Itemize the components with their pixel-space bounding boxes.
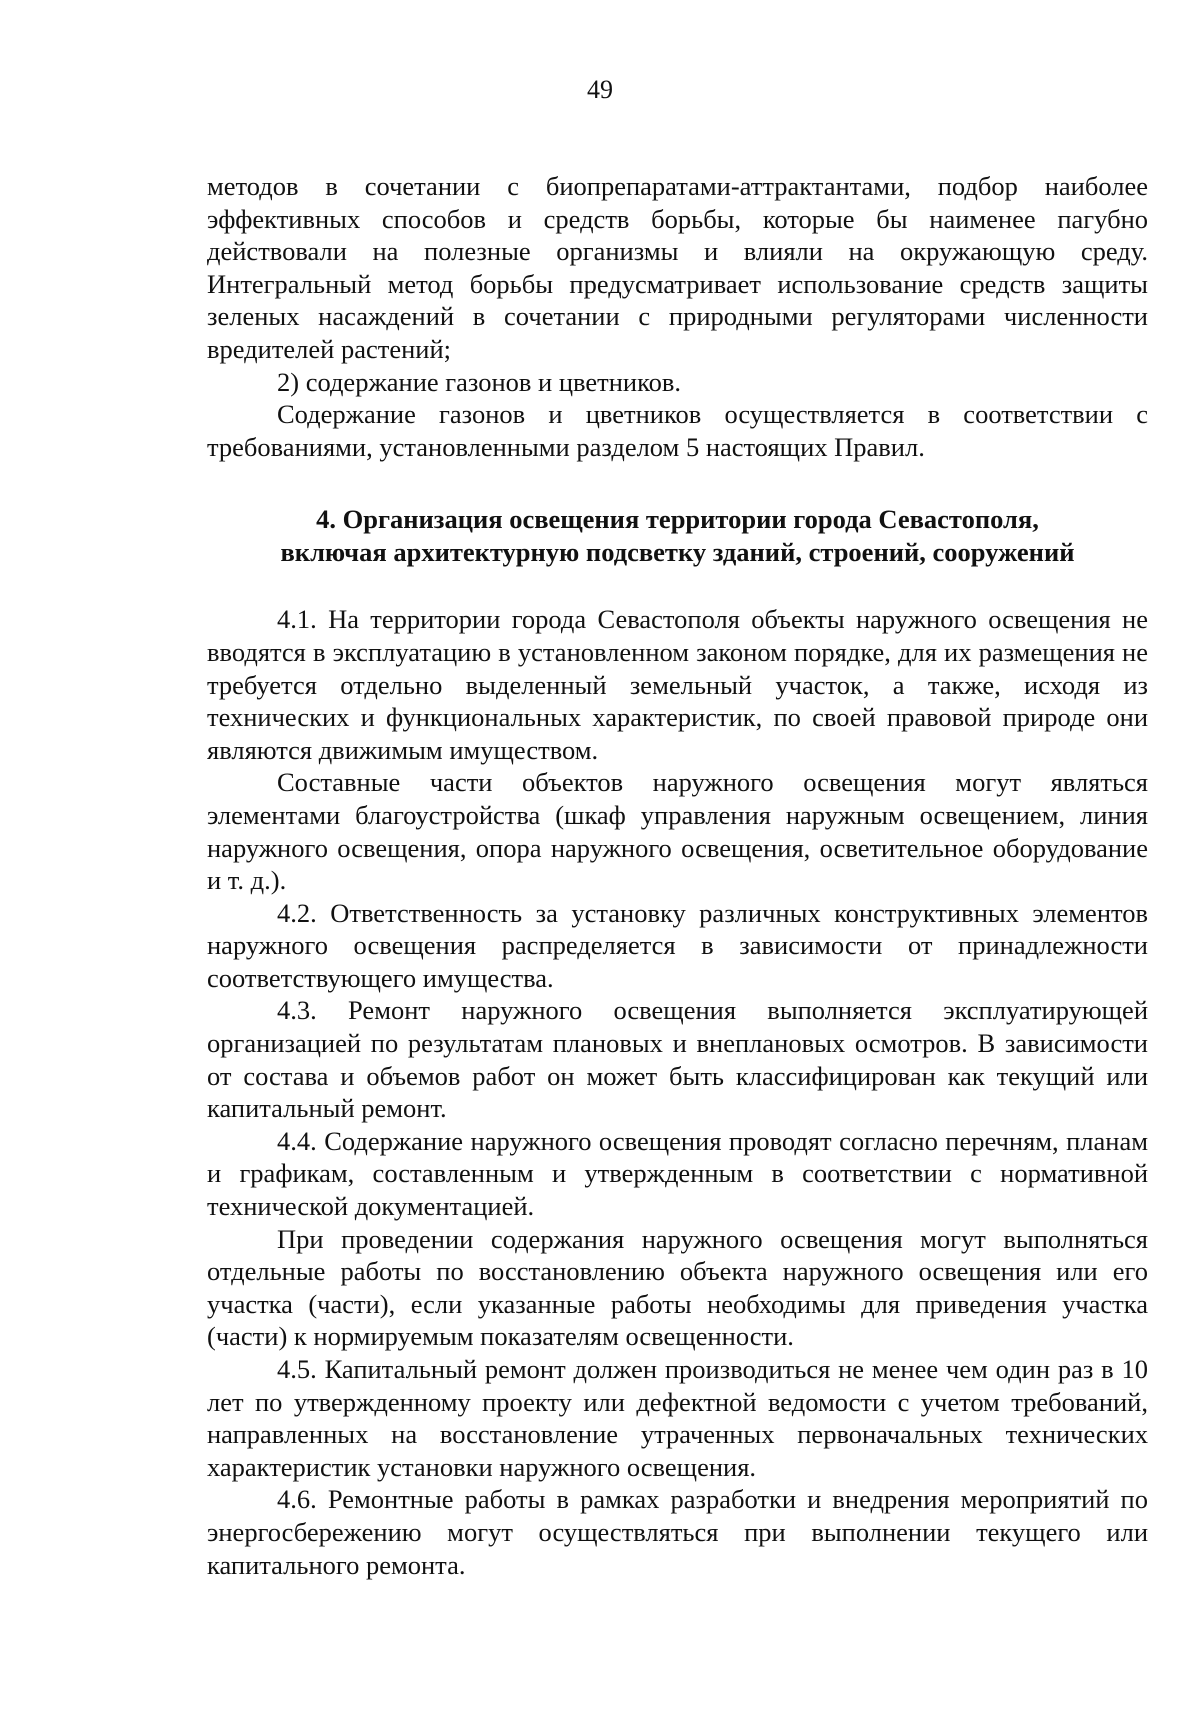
document-body	[207, 170, 1148, 1581]
section-heading	[207, 503, 1148, 569]
paragraph: Содержание газонов и цветников осуществляется в соответствии с требованиями, установленными разделом 5 настоящих Правил.	[207, 399, 1148, 462]
paragraph: 2) содержание газонов и цветников.	[277, 366, 681, 397]
paragraph: Составные части объектов наружного освещения могут являться элементами благоустройства (шкаф управления наружным освещением, линия наружного освещения, опора наружного освещения, осветительное оборудование и т. д.).	[207, 767, 1148, 896]
section-heading-line: включая архитектурную подсветку зданий, строений, сооружений	[280, 537, 1075, 568]
paragraph: методов в сочетании с биопрепаратами-аттрактантами, подбор наиболее эффективных способов и средств борьбы, которые бы наименее пагубно действовали на полезные организмы и влияли на окружающую среду. Интегральный метод борьбы предусматривает использование средств защиты зеленых насаждений в сочетании с природными регуляторами численности вредителей растений;	[207, 171, 1148, 364]
paragraph: При проведении содержания наружного освещения могут выполняться отдельные работы по восстановлению объекта наружного освещения или его участка (части), если указанные работы необходимы для приведения участка (части) к нормируемым показателям освещенности.	[207, 1223, 1148, 1352]
paragraph: 4.2. Ответственность за установку различных конструктивных элементов наружного освещения распределяется в зависимости от принадлежности соответствующего имущества.	[207, 897, 1148, 993]
paragraph: 4.1. На территории города Севастополя объекты наружного освещения не вводятся в эксплуатацию в установленном законом порядке, для их размещения не требуется отдельно выделенный земельный участок, а также, исходя из технических и функциональных характеристик, по своей правовой природе они являются движимым имуществом.	[207, 604, 1148, 765]
paragraph: 4.6. Ремонтные работы в рамках разработки и внедрения мероприятий по энергосбережению могут осуществляться при выполнении текущего или капитального ремонта.	[207, 1484, 1148, 1580]
section-heading-line: 4. Организация освещения территории города Севастополя,	[316, 504, 1039, 535]
page-number: 49	[587, 75, 613, 104]
paragraph: 4.3. Ремонт наружного освещения выполняется эксплуатирующей организацией по результатам плановых и внеплановых осмотров. В зависимости от состава и объемов работ он может быть классифицирован как текущий или капитальный ремонт.	[207, 995, 1148, 1124]
paragraph: 4.5. Капитальный ремонт должен производиться не менее чем один раз в 10 лет по утвержденному проекту или дефектной ведомости с учетом требований, направленных на восстановление утраченных первоначальных технических характеристик установки наружного освещения.	[207, 1354, 1148, 1482]
paragraph: 4.4. Содержание наружного освещения проводят согласно перечням, планам и графикам, составленным и утвержденным в соответствии с нормативной технической документацией.	[207, 1125, 1148, 1222]
